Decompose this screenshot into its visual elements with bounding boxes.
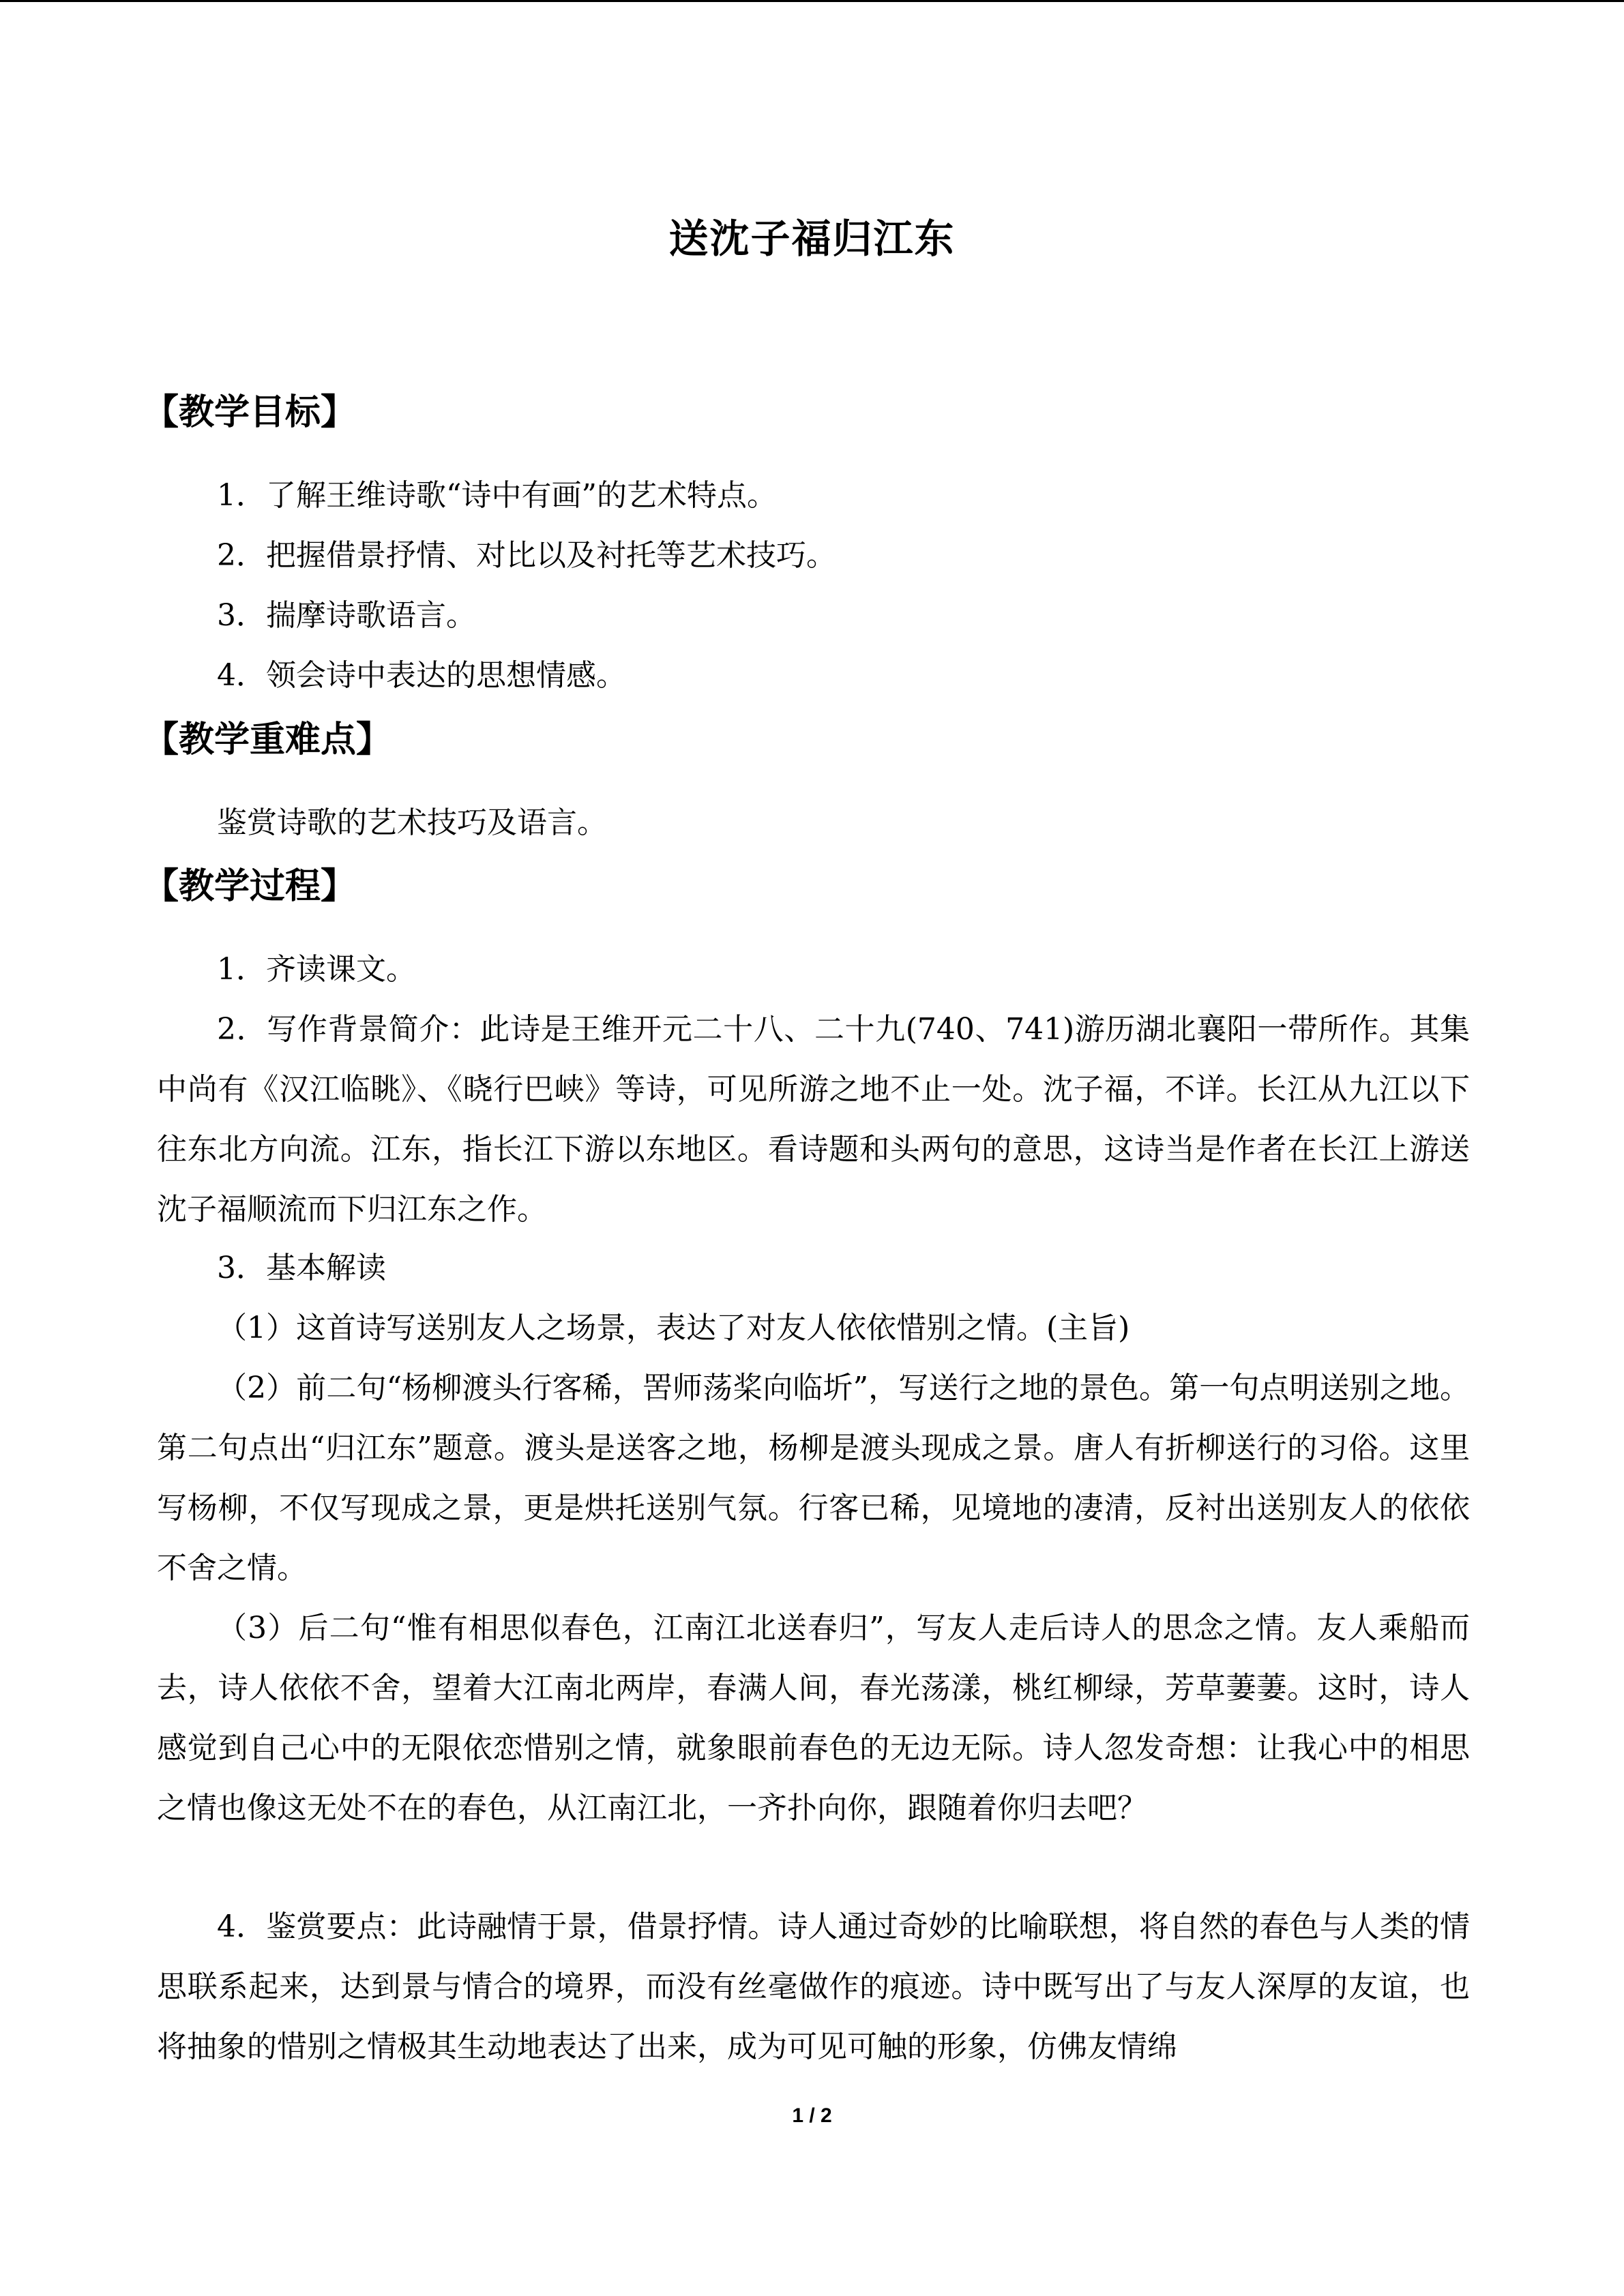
key-points-heading: 【教学重难点】 [143, 719, 392, 760]
page-number: 1 / 2 [792, 2104, 832, 2127]
objective-item-1: 1．了解王维诗歌“诗中有画”的艺术特点。 [217, 478, 777, 513]
process-step-3: 3．基本解读 [217, 1251, 386, 1285]
key-points-text: 鉴赏诗歌的艺术技巧及语言。 [217, 805, 607, 840]
interpretation-point-2: （2）前二句“杨柳渡头行客稀，罟师荡桨向临圻”，写送行之地的景色。第一句点明送别之地。第二句点出“归江东”题意。渡头是送客之地，杨柳是渡头现成之景。唐人有折柳送行的习俗。这里写杨柳，不仅写现成之景，更是烘托送别气氛。行客已稀，见境地的凄清，反衬出送别友人的依依不舍之情。 [157, 1371, 1470, 1585]
objective-item-4: 4．领会诗中表达的思想情感。 [217, 658, 626, 693]
objective-item-3: 3．揣摩诗歌语言。 [217, 598, 476, 633]
process-step-4: 4．鉴赏要点：此诗融情于景，借景抒情。诗人通过奇妙的比喻联想，将自然的春色与人类的情思联系起来，达到景与情合的境界，而没有丝毫做作的痕迹。诗中既写出了与友人深厚的友谊，也将抽象的惜别之情极其生动地表达了出来，成为可见可触的形象，仿佛友情绵 [157, 1909, 1470, 2064]
interpretation-point-1: （1）这首诗写送别友人之场景，表达了对友人依依惜别之情。(主旨) [217, 1311, 1130, 1345]
process-heading: 【教学过程】 [143, 866, 357, 907]
document-title: 送沈子福归江东 [668, 215, 956, 262]
process-step-1: 1．齐读课文。 [217, 952, 416, 987]
objective-item-2: 2．把握借景抒情、对比以及衬托等艺术技巧。 [217, 538, 836, 573]
process-step-2: 2．写作背景简介：此诗是王维开元二十八、二十九(740、741)游历湖北襄阳一带所作。其集中尚有《汉江临眺》、《晓行巴峡》等诗，可见所游之地不止一处。沈子福，不详。长江从九江以下往东北方向流。江东，指长江下游以东地区。看诗题和头两句的意思，这诗当是作者在长江上游送沈子福顺流而下归江东之作。 [157, 1012, 1470, 1227]
objectives-heading: 【教学目标】 [143, 392, 357, 433]
interpretation-point-3: （3）后二句“惟有相思似春色，江南江北送春归”，写友人走后诗人的思念之情。友人乘船而去，诗人依依不舍，望着大江南北两岸，春满人间，春光荡漾，桃红柳绿，芳草萋萋。这时，诗人感觉到自己心中的无限依恋惜别之情，就象眼前春色的无边无际。诗人忽发奇想：让我心中的相思之情也像这无处不在的春色，从江南江北，一齐扑向你，跟随着你归去吧？ [157, 1611, 1470, 1825]
page-top-border [0, 0, 1624, 2]
